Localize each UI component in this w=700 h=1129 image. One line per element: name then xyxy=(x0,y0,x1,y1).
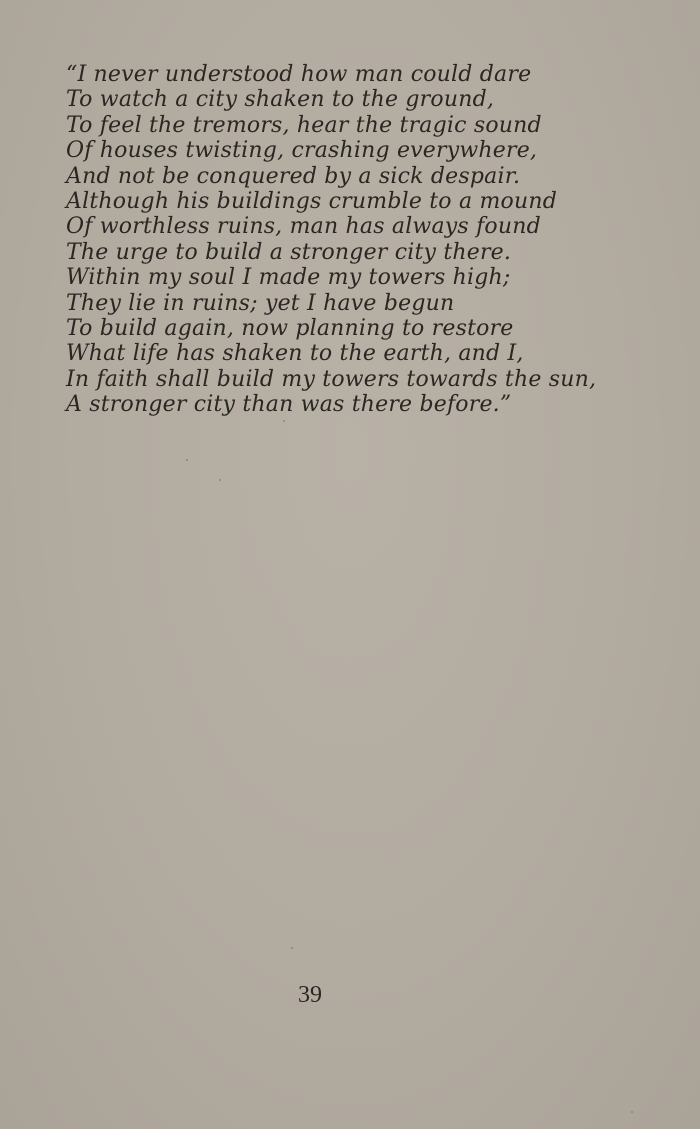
poem-line: Of worthless ruins, man has always found xyxy=(66,214,541,240)
paper-speck xyxy=(631,1111,633,1113)
poem-line: “I never understood how man could dare xyxy=(66,62,532,87)
paper-speck xyxy=(186,459,188,461)
poem-line: A stronger city than was there before.” xyxy=(66,392,512,418)
poem-line: They lie in ruins; yet I have begun xyxy=(66,290,455,316)
poem-line: Although his buildings crumble to a mound xyxy=(66,188,557,214)
poem-line: The urge to build a stronger city there. xyxy=(66,239,512,265)
poem-line: In faith shall build my towers towards the sun, xyxy=(66,366,597,392)
poem-line: To build again, now planning to restore xyxy=(66,315,514,341)
poem-line: To feel the tremors, hear the tragic sound xyxy=(66,112,542,138)
poem-line: What life has shaken to the earth, and I, xyxy=(66,341,524,367)
poem-line: Within my soul I made my towers high; xyxy=(66,265,511,291)
paper-speck xyxy=(283,420,285,422)
poem-line: Of houses twisting, crashing everywhere, xyxy=(66,138,538,164)
poem-line: And not be conquered by a sick despair. xyxy=(66,163,521,189)
paper-speck xyxy=(291,947,293,949)
poem xyxy=(66,62,686,417)
poem-line: To watch a city shaken to the ground, xyxy=(66,87,495,113)
page-number: 39 xyxy=(298,982,322,1008)
paper-speck xyxy=(219,479,221,481)
